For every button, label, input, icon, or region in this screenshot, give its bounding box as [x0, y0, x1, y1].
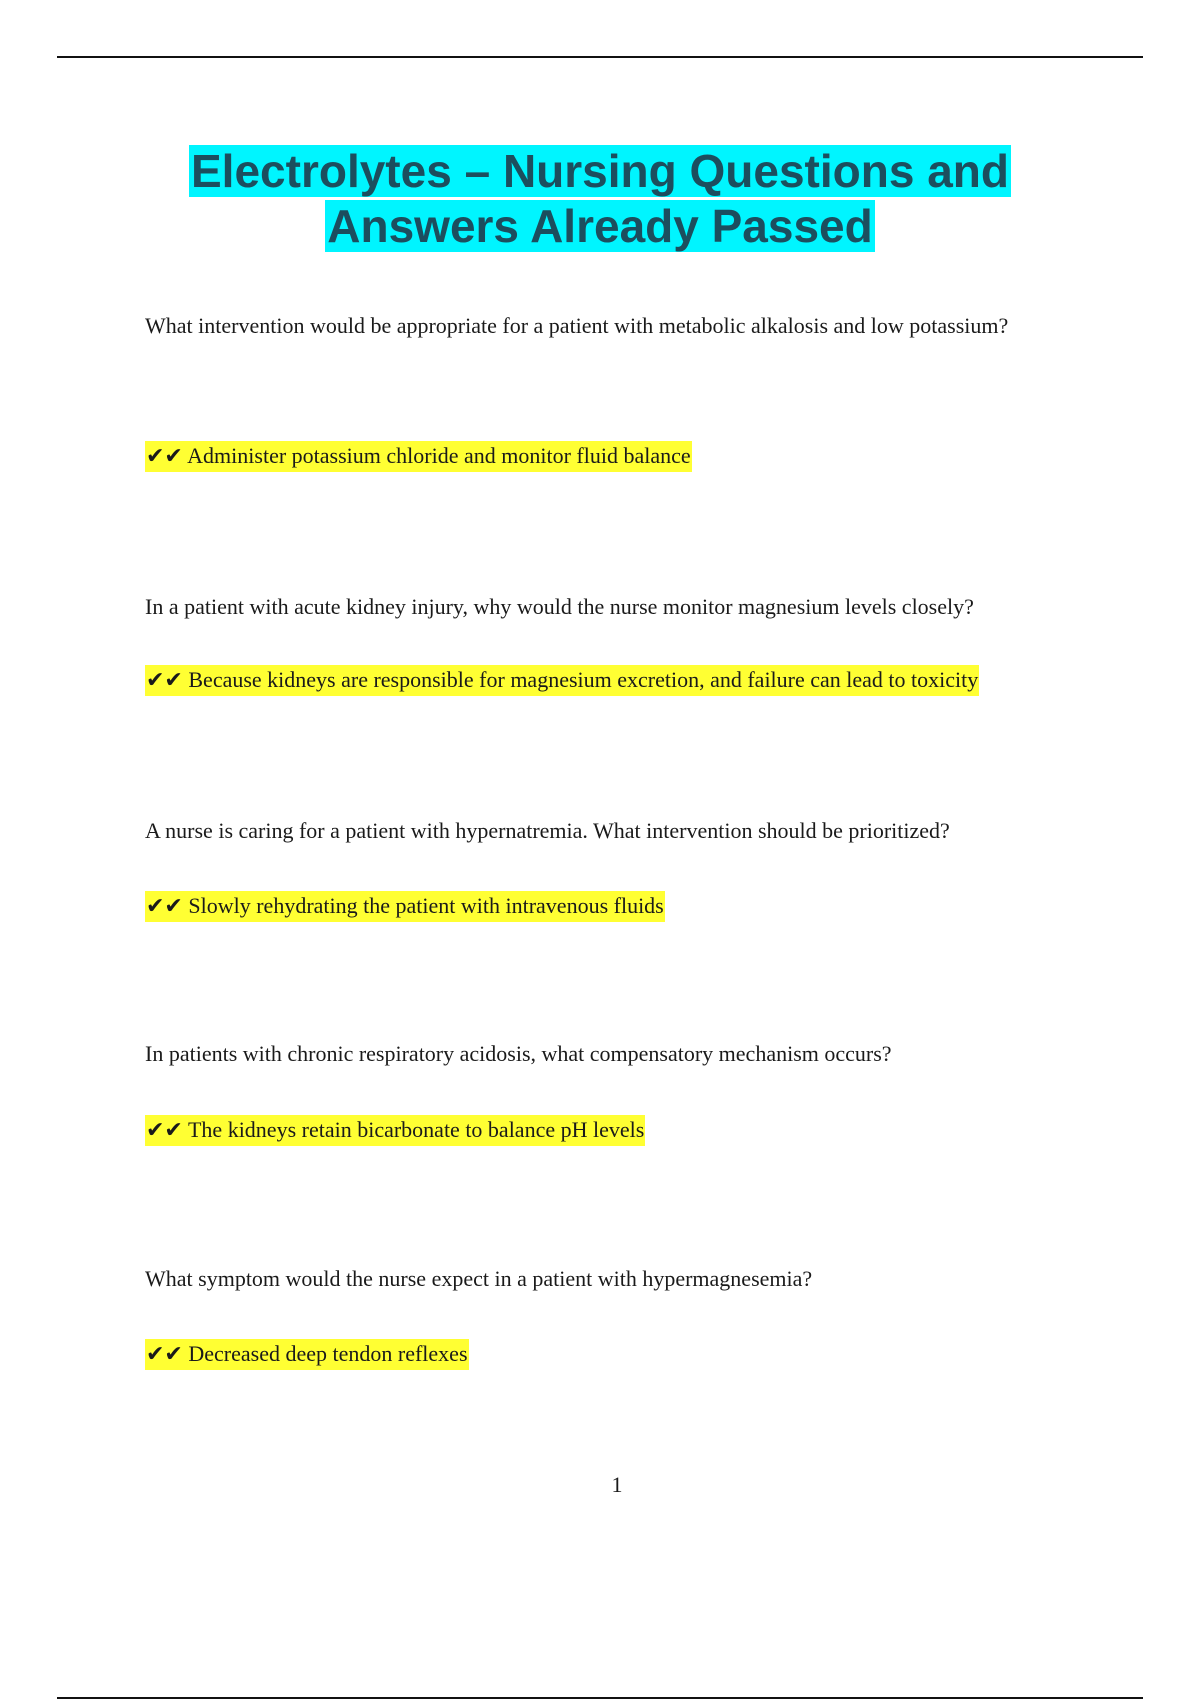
double-check-icon: ✔✔	[146, 668, 183, 693]
page-number: 1	[611, 1472, 623, 1497]
double-check-icon: ✔✔	[146, 444, 183, 469]
double-check-icon: ✔✔	[146, 1118, 183, 1143]
question-3: A nurse is caring for a patient with hypernatremia. What intervention should be prioritized?	[145, 818, 950, 843]
title-line-2: Answers Already Passed	[327, 200, 873, 252]
double-check-icon: ✔✔	[146, 1342, 183, 1367]
answer-2	[145, 665, 979, 696]
answer-4	[145, 1115, 645, 1146]
answer-1	[145, 441, 692, 472]
page-title	[100, 144, 1100, 254]
answer-1-text: Administer potassium chloride and monitor fluid balance	[187, 443, 691, 468]
question-2: In a patient with acute kidney injury, why would the nurse monitor magnesium levels closely?	[145, 594, 974, 619]
question-1: What intervention would be appropriate for a patient with metabolic alkalosis and low potassium?	[145, 313, 1009, 338]
answer-5-text: Decreased deep tendon reflexes	[188, 1341, 468, 1366]
answer-4-text: The kidneys retain bicarbonate to balance pH levels	[187, 1117, 645, 1142]
title-line-1: Electrolytes – Nursing Questions and	[191, 145, 1009, 197]
answer-3-text: Slowly rehydrating the patient with intravenous fluids	[188, 893, 664, 918]
bottom-rule	[57, 1697, 1143, 1699]
top-rule	[57, 56, 1143, 58]
answer-2-text: Because kidneys are responsible for magnesium excretion, and failure can lead to toxicity	[188, 667, 979, 692]
answer-5	[145, 1339, 469, 1370]
question-5: What symptom would the nurse expect in a patient with hypermagnesemia?	[145, 1266, 813, 1291]
answer-3	[145, 891, 665, 922]
question-4: In patients with chronic respiratory acidosis, what compensatory mechanism occurs?	[145, 1041, 892, 1066]
double-check-icon: ✔✔	[146, 894, 183, 919]
